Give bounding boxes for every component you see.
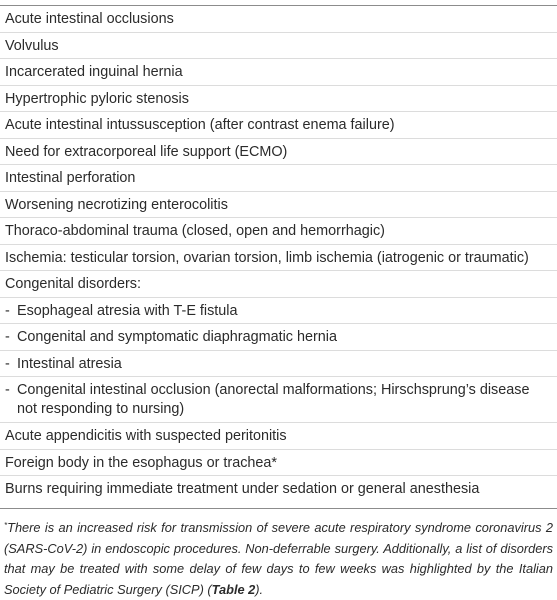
table-row bbox=[0, 245, 557, 272]
row-text: Intestinal atresia bbox=[17, 355, 122, 372]
footnote-text: There is an increased risk for transmission of severe acute respiratory syndrome coronavirus 2 (SARS-CoV-2) in endoscopic procedures. Non-deferrable surgery. Additionally, a list of disorders that may be treated with some delay of few days to few weeks was highlighted by the Italian Society of Pediatric Surgery (SICP) ( bbox=[4, 520, 553, 597]
table-row bbox=[0, 112, 557, 139]
row-text: Foreign body in the esophagus or trachea* bbox=[5, 454, 278, 471]
row-text: Acute intestinal intussusception (after contrast enema failure) bbox=[5, 117, 395, 133]
table-row-subitem bbox=[0, 351, 557, 378]
row-text: Ischemia: testicular torsion, ovarian torsion, limb ischemia (iatrogenic or traumatic) bbox=[5, 249, 529, 266]
row-text: Burns requiring immediate treatment under sedation or general anesthesia bbox=[5, 481, 480, 497]
row-text: Congenital and symptomatic diaphragmatic hernia bbox=[17, 329, 337, 345]
dash-marker: - bbox=[5, 302, 10, 319]
table-row-subitem bbox=[0, 377, 557, 423]
row-text: Need for extracorporeal life support (ECMO) bbox=[5, 143, 288, 160]
row-text: Acute intestinal occlusions bbox=[5, 11, 174, 27]
row-text: Acute appendicitis with suspected peritonitis bbox=[5, 428, 287, 444]
table-row bbox=[0, 33, 557, 60]
row-text: Worsening necrotizing enterocolitis bbox=[5, 196, 228, 213]
table-row bbox=[0, 6, 557, 33]
row-text: Intestinal perforation bbox=[5, 170, 136, 186]
dash-marker: - bbox=[5, 329, 10, 345]
row-text: Congenital disorders: bbox=[5, 276, 141, 292]
table-row bbox=[0, 86, 557, 113]
row-text: Hypertrophic pyloric stenosis bbox=[5, 90, 189, 107]
dash-marker: - bbox=[5, 382, 10, 398]
row-text: Esophageal atresia with T-E fistula bbox=[17, 302, 238, 319]
row-text: Volvulus bbox=[5, 37, 59, 54]
table-footnote bbox=[4, 516, 553, 600]
table-row bbox=[0, 218, 557, 245]
table-row bbox=[0, 59, 557, 86]
table-reference-link[interactable]: Table 2 bbox=[211, 581, 256, 597]
dash-marker: - bbox=[5, 355, 10, 372]
table-row bbox=[0, 139, 557, 166]
table-row bbox=[0, 423, 557, 450]
table-bottom-rule bbox=[0, 508, 557, 509]
table-rows bbox=[0, 6, 557, 503]
table-row-subitem bbox=[0, 298, 557, 325]
row-text-continued: not responding to nursing) bbox=[17, 401, 185, 417]
table-row bbox=[0, 192, 557, 219]
table-row bbox=[0, 450, 557, 477]
row-text: Congenital intestinal occlusion (anorectal malformations; Hirschsprung’s disease bbox=[17, 382, 530, 398]
row-text: Thoraco-abdominal trauma (closed, open and hemorrhagic) bbox=[5, 223, 385, 239]
table-row-subitem bbox=[0, 324, 557, 351]
table-row bbox=[0, 476, 557, 503]
row-text: Incarcerated inguinal hernia bbox=[5, 64, 183, 80]
footnote-end: ). bbox=[255, 581, 264, 597]
table-row bbox=[0, 271, 557, 298]
table-row bbox=[0, 165, 557, 192]
footnote-marker: * bbox=[4, 521, 8, 530]
